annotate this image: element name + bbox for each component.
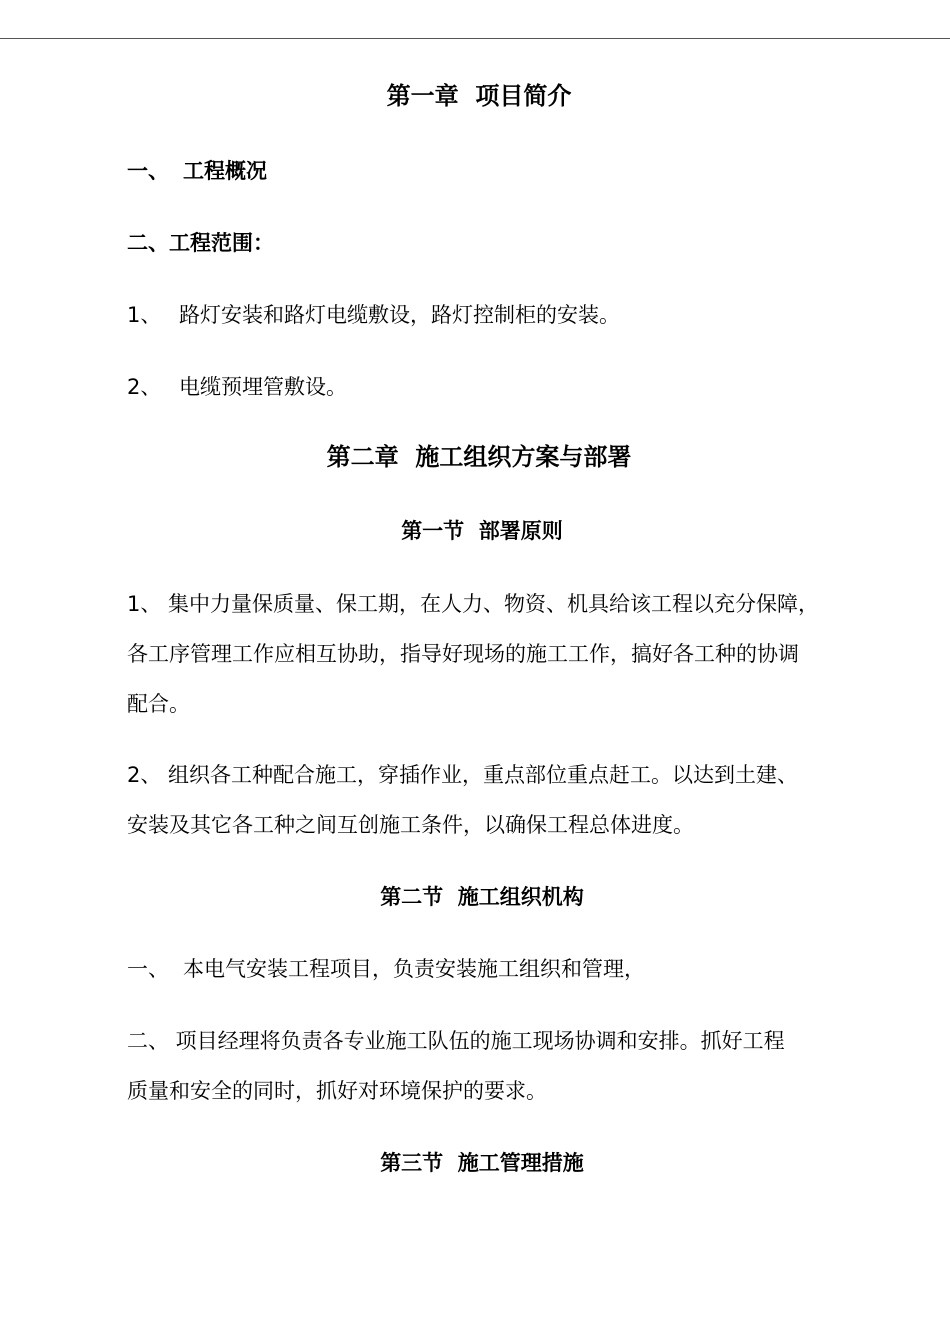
paragraph-line: 安装及其它各工种之间互创施工条件，以确保工程总体进度。 [127,813,694,837]
paragraph-line: 各工序管理工作应相互协助，指导好现场的施工工作，搞好各工种的协调 [127,642,799,666]
list-item-number: 1、 [127,303,162,327]
heading-number: 一、 [127,159,169,183]
chapter-1-title: 第一章 项目简介 [386,82,572,110]
section-1-title: 第一节 部署原则 [401,519,563,543]
heading-project-overview [127,156,267,186]
section-3-title: 第三节 施工管理措施 [380,1151,584,1175]
list-item-text: 本电气安装工程项目，负责安装施工组织和管理， [183,957,645,981]
paragraph-line: 1、 集中力量保质量、保工期，在人力、物资、机具给该工程以充分保障， [127,592,820,616]
list-item [127,300,620,330]
paragraph-line: 质量和安全的同时，抓好对环境保护的要求。 [127,1079,547,1103]
chapter-2-title: 第二章 施工组织方案与部署 [326,443,632,471]
list-item [127,954,645,984]
paragraph-line: 二、 项目经理将负责各专业施工队伍的施工现场协调和安排。抓好工程 [127,1029,785,1053]
list-item-text: 电缆预埋管敷设。 [179,375,347,399]
heading-project-scope: 二、工程范围： [127,231,274,255]
heading-text: 工程概况 [183,159,267,183]
paragraph-line: 2、 组织各工种配合施工，穿插作业，重点部位重点赶工。以达到土建、 [127,763,799,787]
paragraph-line: 配合。 [127,692,190,716]
page-header-rule [0,38,950,39]
list-item-text: 路灯安装和路灯电缆敷设，路灯控制柜的安装。 [179,303,620,327]
list-item-number: 2、 [127,375,162,399]
list-item [127,372,347,402]
list-item-number: 一、 [127,957,169,981]
section-2-title: 第二节 施工组织机构 [380,885,584,909]
